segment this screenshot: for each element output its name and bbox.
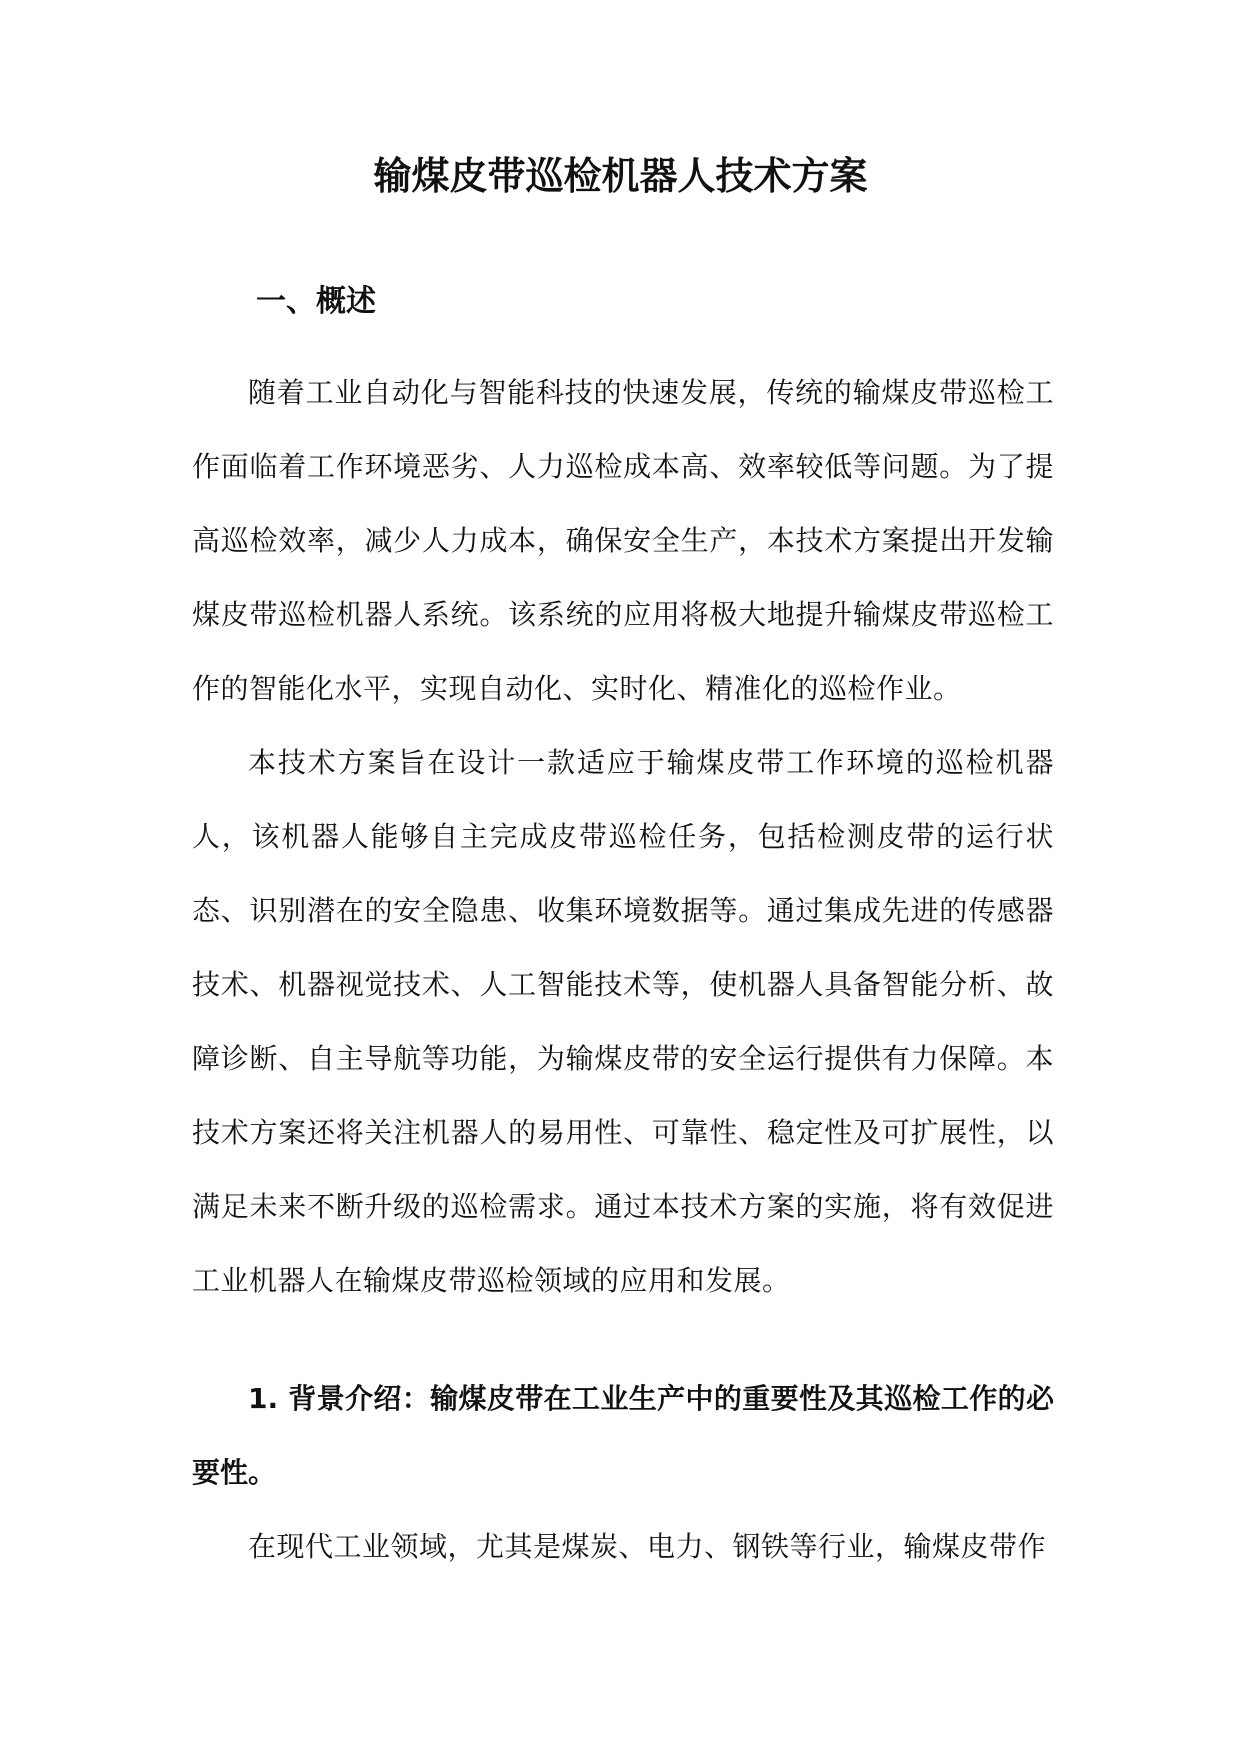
paragraph-intro: 随着工业自动化与智能科技的快速发展，传统的输煤皮带巡检工作面临着工作环境恶劣、人力巡检成本高、效率较低等问题。为了提高巡检效率，减少人力成本，确保安全生产，本技术方案提出开发输煤皮带巡检机器人系统。该系统的应用将极大地提升输煤皮带巡检工作的智能化水平，实现自动化、实时化、精准化的巡检作业。 — [192, 376, 1054, 705]
paragraph-background: 在现代工业领域，尤其是煤炭、电力、钢铁等行业，输煤皮带作 — [248, 1530, 1047, 1563]
document-title: 输煤皮带巡检机器人技术方案 — [373, 154, 868, 198]
paragraph-scheme-goal: 本技术方案旨在设计一款适应于输煤皮带工作环境的巡检机器人，该机器人能够自主完成皮带巡检任务，包括检测皮带的运行状态、识别潜在的安全隐患、收集环境数据等。通过集成先进的传感器技术、机器视觉技术、人工智能技术等，使机器人具备智能分析、故障诊断、自主导航等功能，为输煤皮带的安全运行提供有力保障。本技术方案还将关注机器人的易用性、可靠性、稳定性及可扩展性，以满足未来不断升级的巡检需求。通过本技术方案的实施，将有效促进工业机器人在输煤皮带巡检领域的应用和发展。 — [192, 746, 1054, 1297]
subheading-background: 1. 背景介绍：输煤皮带在工业生产中的重要性及其巡检工作的必要性。 — [192, 1382, 1054, 1489]
section-heading-overview: 一、概述 — [256, 284, 376, 319]
